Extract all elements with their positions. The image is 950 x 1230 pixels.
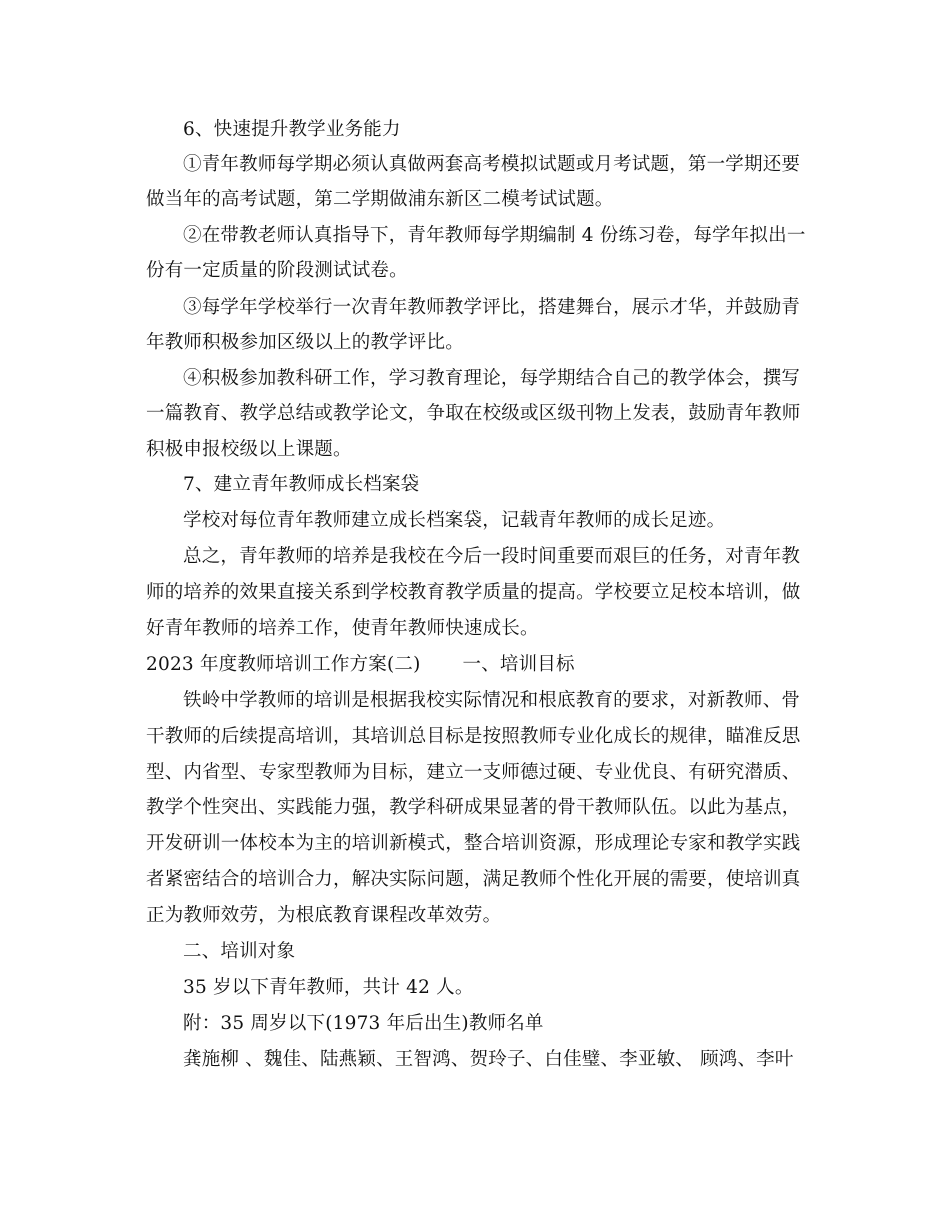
paragraph-line: 35 岁以下青年教师，共计 42 人。 xyxy=(183,977,474,998)
paragraph-line: 型、内省型、专家型教师为目标，建立一支师德过硬、专业优良、有研究潜质、 xyxy=(146,762,801,783)
paragraph-line: 干教师的后续提高培训，其培训总目标是按照教师专业化成长的规律，瞄准反思 xyxy=(146,726,801,747)
section-heading: 二、培训对象 xyxy=(183,941,296,962)
paragraph-line: 积极申报校级以上课题。 xyxy=(146,439,352,460)
section-heading: 6、快速提升教学业务能力 xyxy=(183,119,401,140)
paragraph-line: 正为教师效劳，为根底教育课程改革效劳。 xyxy=(146,905,502,926)
section-heading: 一、培训目标 xyxy=(462,654,575,675)
paragraph-line: 年教师积极参加区级以上的教学评比。 xyxy=(146,332,464,353)
paragraph-line: ②在带教老师认真指导下，青年教师每学期编制 4 份练习卷，每学年拟出一 xyxy=(183,225,806,246)
paragraph-line: 开发研训一体校本为主的培训新模式，整合培训资源，形成理论专家和教学实践 xyxy=(146,833,801,854)
paragraph-line: 总之，青年教师的培养是我校在今后一段时间重要而艰巨的任务，对青年教 xyxy=(183,546,801,567)
document-title: 2023 年度教师培训工作方案(二) xyxy=(146,654,421,675)
paragraph-line: ④积极参加教科研工作，学习教育理论，每学期结合自己的教学体会，撰写 xyxy=(183,368,801,389)
paragraph-line: 者紧密结合的培训合力，解决实际问题，满足教师个性化开展的需要，使培训真 xyxy=(146,869,801,890)
document-title-line xyxy=(146,653,575,677)
paragraph-line: 师的培养的效果直接关系到学校教育教学质量的提高。学校要立足校本培训，做 xyxy=(146,582,801,603)
paragraph-line: 教学个性突出、实践能力强，教学科研成果显著的骨干教师队伍。以此为基点， xyxy=(146,797,801,818)
paragraph-line: 好青年教师的培养工作，使青年教师快速成长。 xyxy=(146,618,539,639)
paragraph-line: 一篇教育、教学总结或教学论文，争取在校级或区级刊物上发表，鼓励青年教师 xyxy=(146,403,801,424)
paragraph-line: 份有一定质量的阶段测试试卷。 xyxy=(146,260,408,281)
section-heading: 7、建立青年教师成长档案袋 xyxy=(183,474,420,495)
paragraph-line: 龚施柳 、魏佳、陆燕颖、王智鸿、贺玲子、白佳璧、李亚敏、 顾鸿、李叶 xyxy=(183,1049,794,1070)
paragraph-line: ①青年教师每学期必须认真做两套高考模拟试题或月考试题，第一学期还要 xyxy=(183,154,801,175)
paragraph-line: 学校对每位青年教师建立成长档案袋，记载青年教师的成长足迹。 xyxy=(183,510,726,531)
paragraph-line: 铁岭中学教师的培训是根据我校实际情况和根底教育的要求，对新教师、骨 xyxy=(183,690,801,711)
paragraph-line: 做当年的高考试题，第二学期做浦东新区二模考试试题。 xyxy=(146,189,614,210)
paragraph-line: ③每学年学校举行一次青年教师教学评比，搭建舞台，展示才华，并鼓励青 xyxy=(183,297,801,318)
paragraph-line: 附：35 周岁以下(1973 年后出生)教师名单 xyxy=(183,1013,544,1034)
